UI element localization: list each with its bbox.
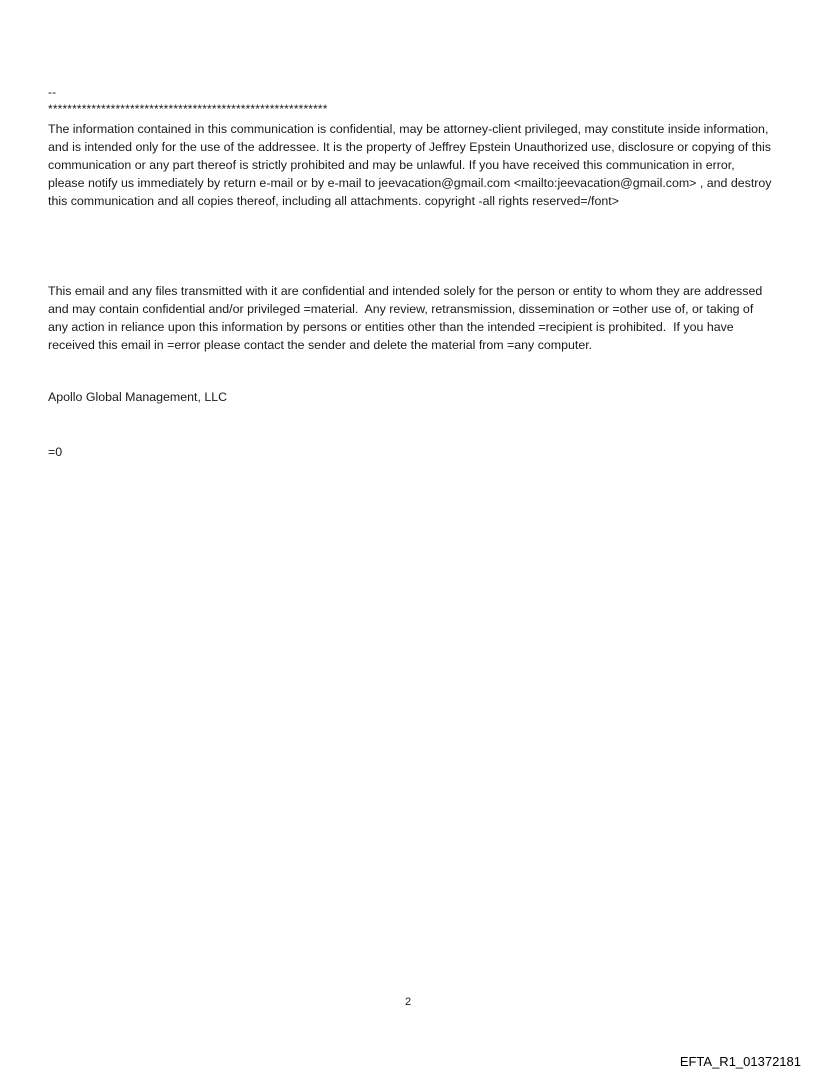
page-number: 2 <box>404 996 412 1008</box>
separator-stars: ********************************************************** <box>48 102 328 116</box>
trailing-text: =0 <box>48 445 63 459</box>
company-name: Apollo Global Management, LLC <box>48 390 228 404</box>
email-disclaimer: This email and any files transmitted with it are confidential and intended solely for the person or entity to whom they are addressed and may contain confidential and/or privileged =material. Any review, retransmission, dissemination or =other use of, or taking of any action in reliance upon this information by persons or entities other than the intended =recipient is prohibited. If you have received this email in =error please contact the sender and delete the material from =any computer. <box>48 284 766 352</box>
separator-dashes: -- <box>48 85 57 99</box>
confidentiality-disclaimer: The information contained in this communication is confidential, may be attorney-client privileged, may constitute inside information, and is intended only for the use of the addressee. It is the property of Jeffrey Epstein Unauthorized use, disclosure or copying of this communication or any part thereof is strictly prohibited and may be unlawful. If you have received this communication in error, please notify us immediately by return e-mail or by e-mail to jeevacation@gmail.com <mailto:jeevacation@gmail.com> , and destroy this communication and all copies thereof, including all attachments. copyright -all rights reserved=/font> <box>48 122 775 208</box>
document-id: EFTA_R1_01372181 <box>679 1054 801 1069</box>
